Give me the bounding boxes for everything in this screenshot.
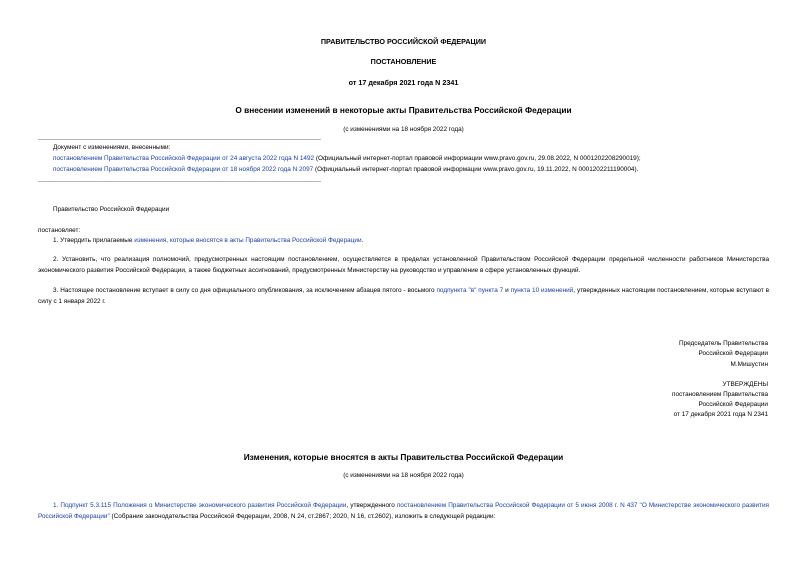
amendment-source: (Официальный интернет-портал правовой информации www.pravo.gov.ru, 29.08.2022, N 0001202208290019);	[314, 155, 641, 162]
paragraph-3-text: 3. Настоящее постановление вступает в силу со дня официального опубликования, за исключением абзацев пятого - восьмого	[53, 287, 437, 294]
amendments-top-divider	[38, 139, 321, 140]
amendment-item	[53, 166, 638, 173]
signature-title-2: Российской Федерации	[698, 350, 768, 357]
paragraph-1-end: .	[361, 237, 364, 244]
revision-note: (с изменениями на 18 ноября 2022 года)	[343, 126, 464, 133]
point-link[interactable]: пункта 10 изменений	[510, 287, 574, 294]
paragraph-3-text: , утвержденных настоящим постановлением, которые вступают в силу с 1 января 2022 г.	[38, 287, 769, 305]
approved-line-3: Российской Федерации	[698, 401, 768, 408]
changes-paragraph-1-text: , утвержденного	[346, 502, 397, 509]
government-line: Правительство Российской Федерации	[53, 206, 170, 213]
changes-revision-note: (с изменениями на 18 ноября 2022 года)	[343, 472, 464, 479]
org-heading: ПРАВИТЕЛЬСТВО РОССИЙСКОЙ ФЕДЕРАЦИИ	[320, 37, 487, 46]
changes-title: Изменения, которые вносятся в акты Правительства Российской Федерации	[243, 452, 564, 462]
signature-name: М.Мишустин	[730, 361, 768, 368]
doc-title: О внесении изменений в некоторые акты Правительства Российской Федерации	[235, 105, 572, 115]
subpoint-link[interactable]: подпункта "в" пункта 7	[436, 287, 504, 294]
regulation-link[interactable]: 1. Подпункт 5.3.115 Положения о Министерстве экономического развития Российской Федерации	[53, 502, 347, 509]
amendment-item	[53, 155, 641, 162]
paragraph-2: 2. Установить, что реализация полномочий, предусмотренных настоящим постановлением, осуществляется в пределах установленной Правительством Российской Федерации предельной численности работников Министерства экономического развития Российской Федерации, а также бюджетных ассигнований, предусмотренных Министерству на руководство и управление в сфере установленных функций.	[38, 256, 769, 274]
changes-paragraph-1-text: (Собрание законодательства Российской Федерации, 2008, N 24, ст.2867; 2020, N 16, ст.2602), изложить в следующей редакции:	[109, 512, 496, 520]
doc-type-heading: ПОСТАНОВЛЕНИЕ	[370, 57, 437, 66]
resolves-line: постановляет:	[38, 227, 81, 234]
doc-date-number: от 17 декабря 2021 года N 2341	[348, 78, 459, 87]
approved-label: УТВЕРЖДЕНЫ	[722, 381, 768, 388]
changes-link[interactable]: изменения, которые вносятся в акты Правительства Российской Федерации	[134, 237, 362, 244]
amendments-bottom-divider	[38, 181, 321, 182]
signature-title-1: Председатель Правительства	[679, 340, 768, 347]
amendment-link[interactable]: постановлением Правительства Российской Федерации от 18 ноября 2022 года N 2097	[53, 166, 314, 173]
amendment-source: (Официальный интернет-портал правовой информации www.pravo.gov.ru, 19.11.2022, N 0001202211190004).	[313, 166, 639, 173]
approved-line-2: постановлением Правительства	[672, 391, 768, 398]
paragraph-1	[53, 237, 363, 244]
amendment-link[interactable]: постановлением Правительства Российской Федерации от 24 августа 2022 года N 1492	[53, 155, 315, 162]
resolution-link[interactable]: постановлением Правительства Российской Федерации от 5 июня 2008 г. N 437 "О Министерстве экономического развития Российской Федерации"	[38, 502, 769, 520]
changes-paragraph-1	[38, 501, 769, 522]
amendments-intro: Документ с изменениями, внесенными:	[53, 144, 171, 151]
approved-line-4: от 17 декабря 2021 года N 2341	[673, 411, 768, 418]
paragraph-3	[38, 286, 769, 307]
paragraph-3-text: и	[503, 287, 511, 294]
paragraph-1-text: 1. Утвердить прилагаемые	[53, 237, 135, 244]
